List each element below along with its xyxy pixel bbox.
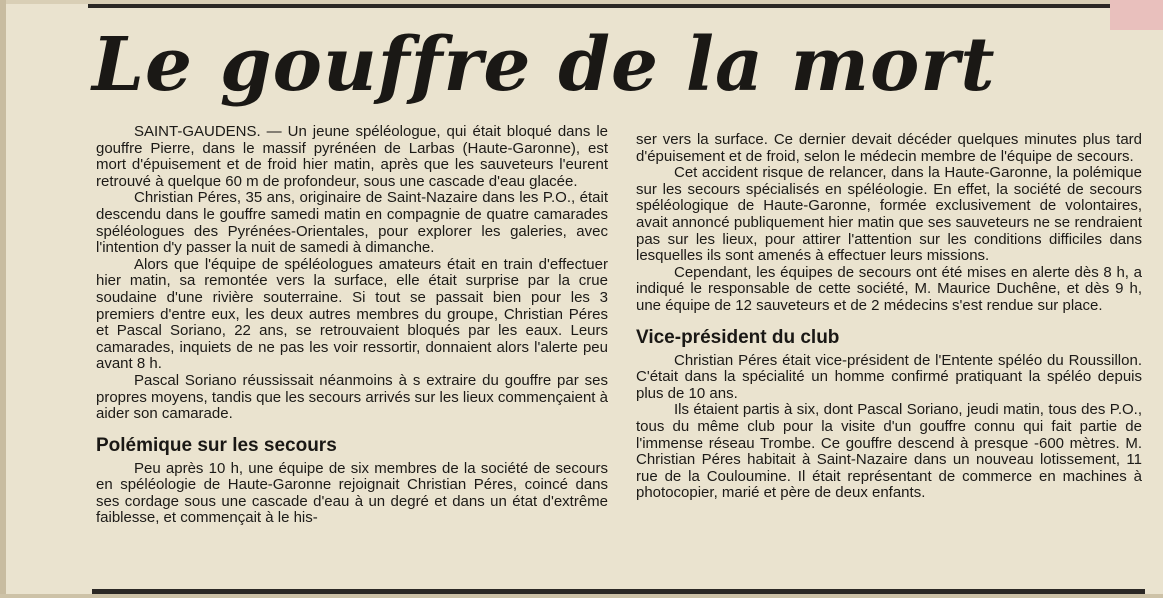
article-paragraph: Alors que l'équipe de spéléologues amateurs était en train d'effectuer hier matin, sa remontée vers la surface, elle était surprise par la crue soudaine d'une rivière souterraine. Si tout se passait bien pour les 3 premiers d'entre eux, les deux autres membres du groupe, Christian Péres et Pascal Soriano, 22 ans, se retrouvaient bloqués par les eaux. Leurs camarades, inquiets de ne pas les voir ressortir, donnaient alors l'alerte peu avant 8 h. [96, 255, 608, 373]
article-paragraph: Cependant, les équipes de secours ont été mises en alerte dès 8 h, a indiqué le responsable de cette société, M. Maurice Duchêne, et dès 9 h, une équipe de 12 sauveteurs et de 2 médecins s'est rendue sur place. [636, 263, 1142, 314]
article-column-right [636, 132, 1142, 502]
article-paragraph: Christian Péres, 35 ans, originaire de Saint-Nazaire dans les P.O., était descendu dans le gouffre samedi matin en compagnie de quatre camarades spéléologues des Pyrénées-Orientales, pour explorer les galeries, avec l'intention d'y passer la nuit de samedi à dimanche. [96, 189, 608, 257]
article-paragraph: Peu après 10 h, une équipe de six membres de la société de secours en spéléologie de Haute-Garonne rejoignait Christian Péres, coincé dans ses cordage sous une cascade d'eau à un degré et dans un état d'extrême faiblesse, et commençait à le his- [96, 459, 608, 527]
article-headline: Le gouffre de la mort [92, 22, 996, 108]
article-paragraph: Pascal Soriano réussissait néanmoins à s extraire du gouffre par ses propres moyens, tandis que les secours arrivés sur les lieux commençaient à aider son camarade. [96, 371, 608, 423]
top-rule [88, 4, 1163, 8]
article-paragraph: SAINT-GAUDENS. — Un jeune spéléologue, qui était bloqué dans le gouffre Pierre, dans le massif pyrénéen de Larbas (Haute-Garonne), est mort d'épuisement et de froid hier matin, après que les sauveteurs l'eurent retrouvé à quelque 60 m de profondeur, sous une cascade d'eau glacée. [96, 123, 608, 190]
article-paragraph: Christian Péres était vice-président de l'Entente spéléo du Roussillon. C'était dans la spécialité un homme confirmé pratiquant la spéléo depuis plus de 10 ans. [636, 351, 1142, 402]
article-column-left [96, 124, 608, 527]
article-paragraph: Ils étaient partis à six, dont Pascal Soriano, jeudi matin, tous des P.O., tous du même club pour la visite d'un gouffre connu qui fait partie de l'immense réseau Trombe. Ce gouffre descend à presque -600 mètres. M. Christian Péres habitait à Saint-Nazaire dans un nouveau lotissement, 11 rue de la Couloumine. Il était représentant de commerce en machines à photocopier, marié et père de deux enfants. [636, 401, 1142, 502]
paper-left-edge [0, 0, 6, 598]
adjacent-clipping-strip [1110, 0, 1163, 30]
section-subhead: Vice-président du club [636, 326, 840, 348]
section-subhead: Polémique sur les secours [96, 434, 337, 456]
article-paragraph: ser vers la surface. Ce dernier devait décéder quelques minutes plus tard d'épuisement et de froid, selon le médecin membre de l'équipe de secours. [636, 131, 1142, 165]
paper-bottom-edge [0, 594, 1163, 598]
article-paragraph: Cet accident risque de relancer, dans la Haute-Garonne, la polémique sur les secours spécialisés en spéléologie. En effet, la société de secours spéléologique de Haute-Garonne, formée exclusivement de volontaires, avait annoncé publiquement hier matin que ses sauveteurs ne se rendraient pas sur les lieux, pour attirer l'attention sur les conditions difficiles dans lesquelles ils sont amenés à effectuer leurs missions. [636, 164, 1142, 265]
